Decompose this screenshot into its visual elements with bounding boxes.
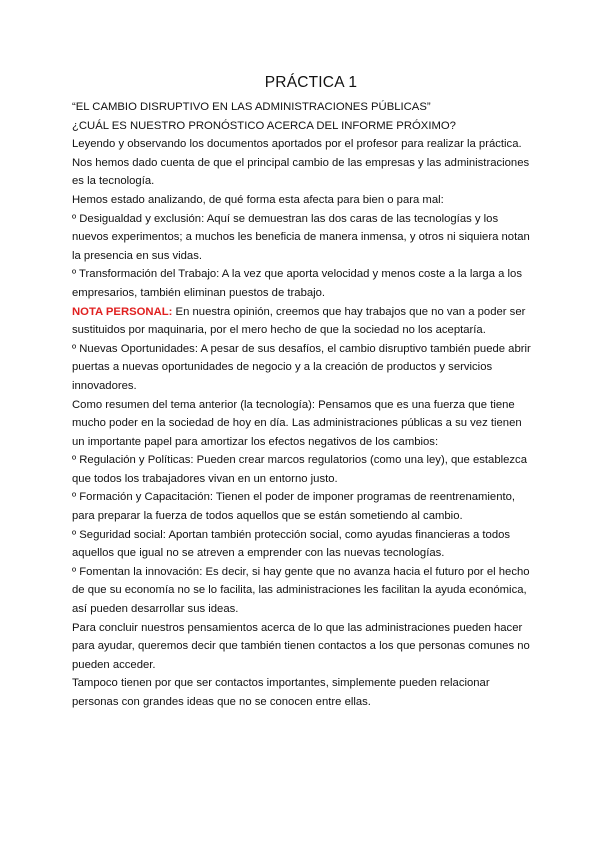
text-line: que todos los trabajadores vivan en un entorno justo. [72,472,338,485]
text-line: de que su economía no se lo facilita, las administraciones les facilitan la ayuda económica, [72,584,527,597]
text-line: pueden acceder. [72,658,156,671]
text-line: Leyendo y observando los documentos aportados por el profesor para realizar la práctica. [72,138,522,151]
text-line: Como resumen del tema anterior (la tecnología): Pensamos que es una fuerza que tiene [72,398,515,411]
text-line: para ayudar, queremos decir que también tienen contactos a los que personas comunes no [72,640,530,653]
personal-note-text: En nuestra opinión, creemos que hay trabajos que no van a poder ser [172,305,526,318]
text-line: puertas a nuevas oportunidades de negocio y a la creación de productos y servicios [72,361,493,374]
question-line: ¿CUÁL ES NUESTRO PRONÓSTICO ACERCA DEL INFORME PRÓXIMO? [72,119,456,132]
text-line: aquellos que igual no se atreven a emprender con las nuevas tecnologías. [72,547,445,560]
text-line: es la tecnología. [72,175,155,188]
personal-note-line: sustituidos por maquinaria, por el mero hecho de que la sociedad no los aceptaría. [72,324,486,337]
text-line: personas con grandes ideas que no se conocen entre ellas. [72,696,371,708]
text-line: º Seguridad social: Aportan también protección social, como ayudas financieras a todos [72,528,511,541]
text-line: Tampoco tienen por que ser contactos importantes, simplemente pueden relacionar [72,677,490,690]
text-line: empresarios, también eliminan puestos de trabajo. [72,286,326,299]
text-line: la presencia en sus vidas. [72,249,202,262]
text-line: así pueden desarrollar sus ideas. [72,603,239,616]
text-line: para preparar la fuerza de todos aquellos que se están sometiendo al cambio. [72,510,463,523]
page-title: PRÁCTICA 1 [264,74,358,91]
text-line: º Fomentan la innovación: Es decir, si hay gente que no avanza hacia el futuro por el hecho [72,565,530,578]
document-body [72,98,530,712]
text-line: Para concluir nuestros pensamientos acerca de lo que las administraciones pueden hacer [72,621,523,634]
text-line: un importante papel para amortizar los efectos negativos de los cambios: [72,435,439,448]
text-line: º Regulación y Políticas: Pueden crear marcos regulatorios (como una ley), que establezca [72,454,527,467]
text-line: Hemos estado analizando, de qué forma esta afecta para bien o para mal: [72,193,444,206]
text-line: º Nuevas Oportunidades: A pesar de sus desafíos, el cambio disruptivo también puede abrir [72,342,531,355]
personal-note-line [72,303,530,322]
text-line: nuevos experimentos; a muchos les beneficia de manera inmensa, y otros ni siquiera notan [72,231,530,244]
text-line: º Desigualdad y exclusión: Aquí se demuestran las dos caras de las tecnologías y los [72,212,499,225]
text-line: innovadores. [72,379,137,392]
text-line: Nos hemos dado cuenta de que el principal cambio de las empresas y las administraciones [72,156,530,169]
text-line: º Formación y Capacitación: Tienen el poder de imponer programas de reentrenamiento, [72,491,516,504]
subtitle-line: “EL CAMBIO DISRUPTIVO EN LAS ADMINISTRACIONES PÚBLICAS” [72,101,431,113]
text-line: º Transformación del Trabajo: A la vez que aporta velocidad y menos coste a la larga a los [72,268,522,281]
personal-note-label: NOTA PERSONAL: [72,305,173,318]
text-line: mucho poder en la sociedad de hoy en día. Las administraciones públicas a su vez tienen [72,417,522,430]
